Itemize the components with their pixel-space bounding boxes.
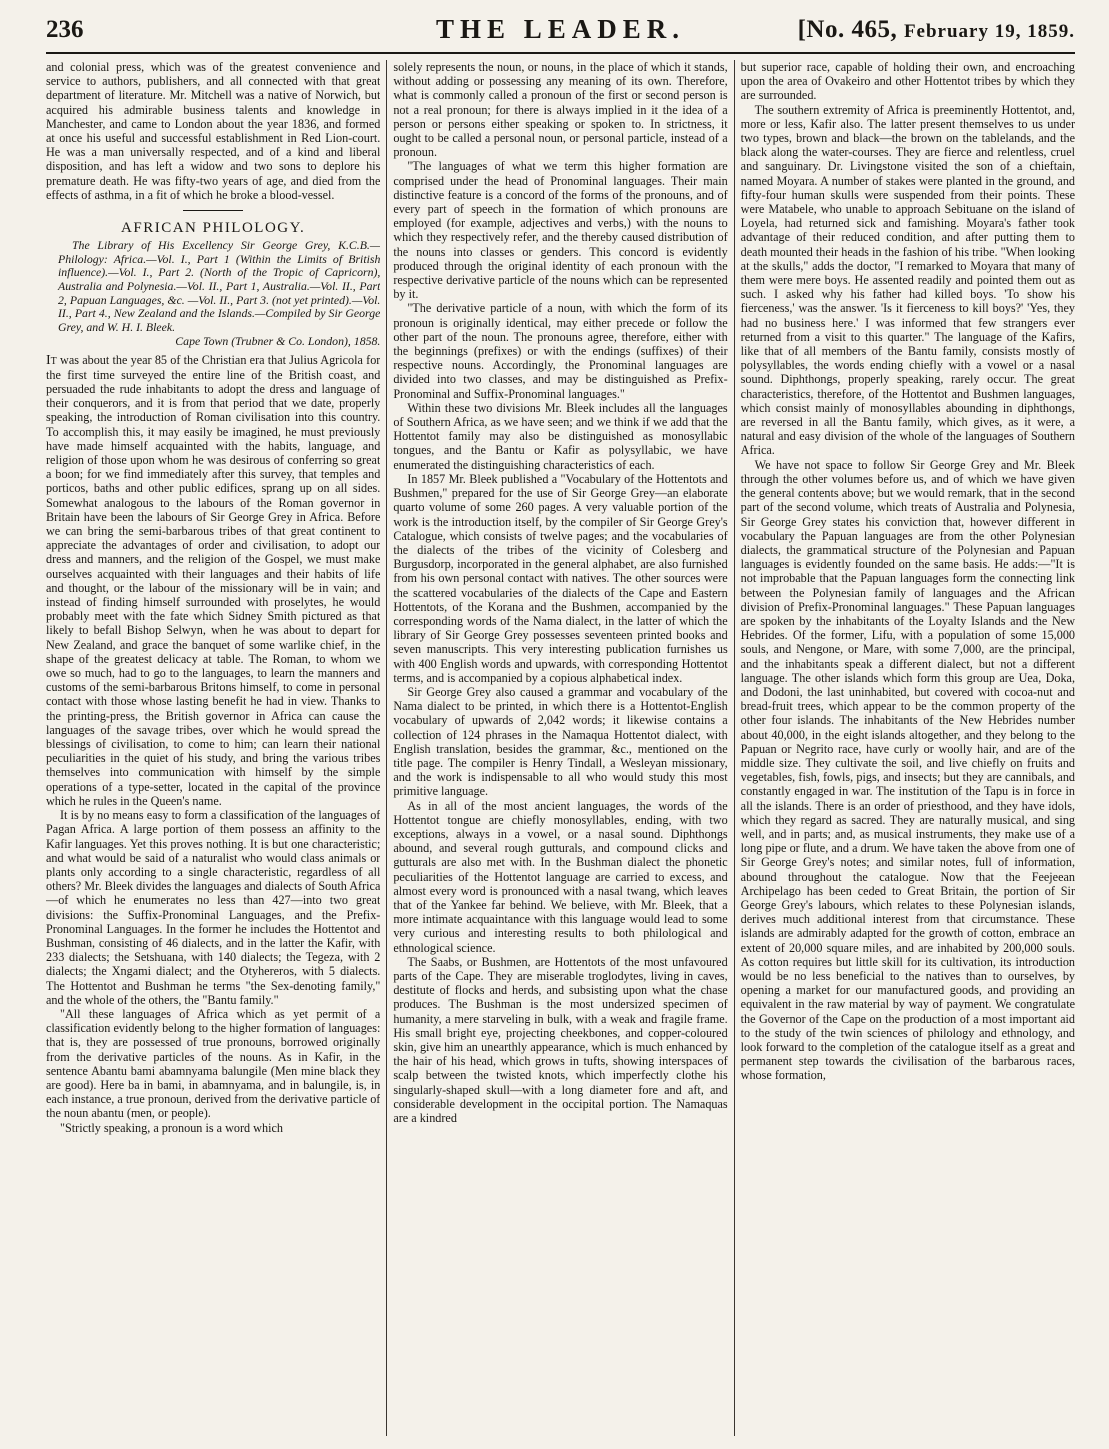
quoted-paragraph: "Strictly speaking, a pronoun is a word which bbox=[60, 1120, 283, 1135]
paragraph: and colonial press, which was of the greatest convenience and service to authors, publishers, and all connected with that great department of literature. Mr. Mitchell was a native of Norwich, but acquired his admirable business talents and knowledge in Manchester, and came to London about the year 1836, and formed at once his useful and successful establishment in Red Lion-court. He was a man universally respected, and of a kind and liberal disposition, and has left a widow and two sons to deplore his premature death. He was fifty-two years of age, and died from the effects of asthma, in a fit of which he broke a blood-vessel. bbox=[46, 60, 381, 202]
column-3 bbox=[741, 60, 1075, 1436]
issue-info bbox=[798, 16, 1075, 44]
bibliography-entry bbox=[46, 239, 380, 334]
paragraph: It is by no means easy to form a classification of the languages of Pagan Africa. A large portion of them possess an affinity to the Kafir languages. Yet this proves nothing. It is but one characteristic; and what would be said of a naturalist who would class animals or plants only according to a single characteristic, regardless of all others? Mr. Bleek divides the languages and dialects of South Africa—of which he enumerates no less than 427—into two great divisions: the Suffix-Pronominal Languages, and the Prefix-Pronominal Languages. In the former he includes the Hottentot and Bushman, consisting of 46 dialects, and in the latter the Kafir, with 233 dialects; the Setshuana, with 140 dialects; the Tegeza, with 2 dialects; the Xngami dialect; and the Otyhereros, with 5 dialects. The Hottentot and Bushman he terms "the Sex-denoting family," and the whole of the others, the "Bantu family." bbox=[46, 808, 381, 1007]
newspaper-title: THE LEADER. bbox=[435, 14, 686, 44]
paragraph: In 1857 Mr. Bleek published a "Vocabulary of the Hottentots and Bushmen," prepared for the use of Sir George Grey—an elaborate quarto volume of some 260 pages. A very valuable portion of the work is the introduction itself, by the compiler of Sir George Grey's Catalogue, which consists of twelve pages; and the vocabularies of the dialects of the tribes of the vicinity of Colesberg and Burgusdorp, incorporated in the general alphabet, are also furnished from his own personal contact with natives. The other sources were the scattered vocabularies of the dialects of the Cape and Eastern Hottentots, of the Korana and the Bushmen, accompanied by the corresponding words of the Nama dialect, in the latter of which the library of Sir George Grey possesses seventeen printed books and seven manuscripts. This very interesting publication furnishes us with 400 English words and upwards, with corresponding Hottentot terms, and is accompanied by a copious alphabetical index. bbox=[393, 471, 728, 685]
quoted-paragraph: "The derivative particle of a noun, with which the form of its pronoun is originally identical, may either precede or follow the other part of the noun. The pronouns agree, therefore, either with the beginnings (prefixes) or with the endings (suffixes) of their respective nouns. Accordingly, the Pronominal languages are divided into two classes, and may be distinguished as Prefix-Pronominal and Suffix-Pronominal languages." bbox=[393, 301, 728, 401]
paragraph: We have not space to follow Sir George Grey and Mr. Bleek through the other volumes before us, and of which we have given the general contents above; but we would remark, that in the second part of the second volume, which treats of Australia and Polynesia, Sir George Grey states his conviction that, however different in vocabulary the Papuan languages are from the other Polynesian dialects, the grammatical structure of the Polynesian and Papuan languages is evidently founded on the same basis. He adds:—"It is not improbable that the Papuan languages form the connecting link between the Polynesian family of languages and the African division of Prefix-Pronominal languages." These Papuan languages are spoken by the inhabitants of the Loyalty Islands and the New Hebrides. Of the former, Lifu, with a population of some 15,000 souls, and Nengone, or Mare, with some 7,000, are the principal, and the inhabitants speak a different dialect, but not a different language. The other islands which form this group are Uea, Doka, and Dodoni, the last uninhabited, but covered with cocoa-nut and bread-fruit trees, which appear to be the common property of the other four islands. The inhabitants of the New Hebrides number about 40,000, in the eight islands altogether, and they belong to the Papuan or Negrito race, have curly or woolly hair, and are of the middle size. They cultivate the soil, and live chiefly on fruits and vegetables, fish, fowls, pigs, and insects; but they are cannibals, and constantly engaged in war. The institution of the Tapu is in force in all the islands. There is an order of priesthood, and they have idols, which they regard as sacred. They are naturally musical, and sing well, and in parts; and, as musical instruments, they make use of a long pipe or flute, and a drum. We have taken the above from one of Sir George Grey's notes; and similar notes, full of information, abound throughout the catalogue. Now that the Feejeean Archipelago has been ceded to Great Britain, the portion of Sir George Grey's labours, which relates to these Polynesian islands, derives much additional interest from that circumstance. These islands are admirably adapted for the growth of cotton, embrace an extent of 20,000 square miles, and are inhabited by 200,000 souls. As cotton requires but little skill for its cultivation, its introduction would be no less beneficial to the natives than to ourselves, by opening a market for our manufactured goods, and providing an equivalent in the raw material by way of payment. We congratulate the Governor of the Cape on the production of a most important aid to the study of the twin sciences of philology and ethnology, and look forward to the completion of the catalogue itself as a great and permanent step towards the civilisation of the barbarous races, whose formation, bbox=[740, 457, 1076, 1083]
article-columns bbox=[46, 60, 1075, 1436]
paragraph: The Saabs, or Bushmen, are Hottentots of the most unfavoured parts of the Cape. They are miserable troglodytes, living in caves, destitute of flocks and herds, and subsisting upon what the chase produces. The Bushman is the most undersized specimen of humanity, a mere starveling in bulk, with a weak and fragile frame. His small bright eye, projecting cheekbones, and copper-coloured skin, give him an unearthly appearance, which is much enhanced by the hair of his head, which grows in tufts, showing interspaces of scalp between the twisted knots, which imperfectly clothe his singularly-shaped skull—with a long diameter fore and aft, and considerable development in the occipital portion. The Namaquas are a kindred bbox=[393, 954, 728, 1126]
issue-number: [No. 465, bbox=[797, 16, 904, 43]
section-title: AFRICAN PHILOLOGY. bbox=[121, 220, 306, 237]
paragraph bbox=[46, 353, 380, 809]
paragraph: but superior race, capable of holding their own, and encroaching upon the area of Ovakeiro and other Hottentot tribes by which they are surrounded. bbox=[740, 60, 1076, 103]
divider bbox=[183, 210, 243, 211]
bibliography-text: The Library of His Excellency Sir George Grey, K.C.B.— Philology: Africa.—Vol. I., Part 1 (Within the Limits of British influence).—Vol. I., Part 2. (North of the Tropic of Capricorn), Australia and Polynesia.—Vol. II., Part 1, Australia.—Vol. II., Part 2, Papuan Languages, &c. —Vol. II., Part 3. (not yet printed).—Vol. II., Part 4., New Zealand and the Islands.—Compiled by Sir George Grey, and W. H. I. Bleek. bbox=[58, 238, 381, 334]
quoted-paragraph: "All these languages of Africa which as yet permit of a classification evidently belong to the higher formation of languages: that is, they are possessed of true pronouns, borrowed originally from the derivative particles of the nouns. As in Kafir, in the sentence Abantu bami abamnyama balungile (Men mine black they are good). Here ba in bami, in abamnyama, and in balungile, is, in each instance, a true pronoun, derived from the derivative particle of the noun abantu (men, or people). bbox=[46, 1006, 381, 1121]
quoted-paragraph: "The languages of what we term this higher formation are comprised under the head of Pronominal languages. Their main distinctive feature is a concord of the forms of the pronouns, and of every part of speech in the formation of which pronouns are employed (for example, adjectives and verbs,) with the nouns to which they respectively refer, and the thereby caused distribution of the nouns into classes or genders. This concord is evidently produced through the original identity of each pronoun with the respective derivative particle of the nouns which can be represented by it. bbox=[393, 159, 728, 302]
issue-date: February 19, 1859. bbox=[903, 21, 1075, 42]
column-1 bbox=[46, 60, 380, 1436]
column-2 bbox=[393, 60, 727, 1436]
masthead bbox=[46, 12, 1075, 54]
imprint-line: Cape Town (Trubner & Co. London), 1858. bbox=[175, 334, 381, 349]
paragraph: Within these two divisions Mr. Bleek includes all the languages of Southern Africa, as we have seen; and we think if we add that the Hottentot family may also be distinguished as monosyllabic tongues, and the Bantu or Kafir as polysyllabic, we have enumerated the distinguishing characteristics of each. bbox=[393, 400, 728, 472]
column-rule bbox=[734, 60, 735, 1436]
page-number: 236 bbox=[46, 16, 84, 43]
paragraph-text: was about the year 85 of the Christian era that Julius Agricola for the first time surveyed the entire line of the British coast, and persuaded the rude inhabitants to adopt the dress and language of their conquerors, and it is from that period that we date, properly speaking, the introduction of Roman civilisation into this country. To accomplish this, it may easily be imagined, he must previously have made himself acquainted with the habits, language, and religion of those upon whom he was desirous of conferring so great a boon; for we find immediately after this survey, that temples and porticos, baths and other public edifices, sprang up on all sides. Somewhat analogous to the labours of the Roman governor in Britain have been the labours of Sir George Grey in Africa. Before we can bring the semi-barbarous tribes of that great continent to appreciate the advantages of order and civilisation, to adopt our dress and manners, and the religion of the Gospel, we must make ourselves acquainted with their languages and their habits of life and thought, or the labour of the missionary will be in vain; and instead of finding himself surrounded with proselytes, he would probably meet with the fate which Sidney Smith pictured as that likely to befall Bishop Selwyn, when he was about to depart for New Zealand, and grace the banquet of some warlike chief, in the shape of the greatest delicacy at table. The Roman, to whom we owe so much, had to go to the languages, to learn the manners and customs of the semi-barbarous Britons himself, to come in personal contact with those whose lasting benefit he had in view. Thanks to the printing-press, the British governor in Africa can cause the languages of the savage tribes, over which he would spread the blessings of civilisation, to come to him; can learn their national peculiarities in the quiet of his study, and bring the various tribes themselves into communication with himself by the simple operations of a type-setter, located in the capital of the province which he rules in the Queen's name. bbox=[46, 352, 381, 808]
column-rule bbox=[386, 60, 387, 1436]
paragraph: Sir George Grey also caused a grammar and vocabulary of the Nama dialect to be printed, in which there is a Hottentot-English vocabulary of upwards of 2,042 words; it likewise contains a collection of 124 phrases in the Namaqua Hottentot dialect, with English translation, besides the grammar, &c., mentioned on the title page. The compiler is Henry Tindall, a Wesleyan missionary, and the work is indispensable to all who would study this most primitive language. bbox=[393, 684, 728, 799]
paragraph: As in all of the most ancient languages, the words of the Hottentot tongue are chiefly monosyllables, ending, with two exceptions, always in a vowel, or a nasal sound. Diphthongs abound, and several rough gutturals, and compound clicks and gutturals are also met with. In the Bushman dialect the phonetic peculiarities of the Hottentot language are carried to excess, and almost every word is pronounced with a nasal twang, which leaves that of the Yankee far behind. We believe, with Mr. Bleek, that a more intimate acquaintance with this language would lead to some very curious and interesting results to both philological and ethnological science. bbox=[393, 798, 728, 955]
paragraph: The southern extremity of Africa is preeminently Hottentot, and, more or less, Kafir also. The latter present themselves to us under two types, brown and black—the brown on the tablelands, and the black along the water-courses. They are fierce and relentless, cruel and sanguinary. Dr. Livingstone visited the son of a chieftain, named Moyara. A number of stakes were planted in the ground, and fifty-four human skulls were suspended from their points. These were Matabele, who unable to approach Sebituane on the island of Loyela, had returned sick and famishing. Moyara's father took advantage of their reduced condition, and after putting them to death mounted their heads in the fashion of his tribe. "When looking at the skulls," adds the doctor, "I remarked to Moyara that many of them were mere boys. He assented readily and pointed them out as such. I asked why his father had killed boys. 'To show his fierceness,' was the answer. 'Is it fierceness to kill boys?' 'Yes, they had no business here.' I was informed that few strangers ever returned from a visit to this quarter." The language of the Kafirs, like that of all members of the Bantu family, consists mostly of polysyllables, the words ending chiefly with a vowel or a nasal sound. Diphthongs, properly speaking, rarely occur. The great characteristics, therefore, of the Hottentot and Bushmen languages, which consist mainly of monosyllables abounding in diphthongs, are reversed in all the Bantu family, which gives, as it were, a natural and easy division of the whole of the languages of Southern Africa. bbox=[740, 102, 1076, 458]
paragraph: solely represents the noun, or nouns, in the place of which it stands, without adding or possessing any meaning of its own. Therefore, what is commonly called a pronoun of the first or second person is not a real pronoun; for there is always implied in it the idea of a person or persons either speaking or spoken to. In strictness, it ought to be called a personal noun, or personal particle, instead of a pronoun. bbox=[393, 60, 728, 160]
opening-word: It bbox=[46, 352, 57, 368]
